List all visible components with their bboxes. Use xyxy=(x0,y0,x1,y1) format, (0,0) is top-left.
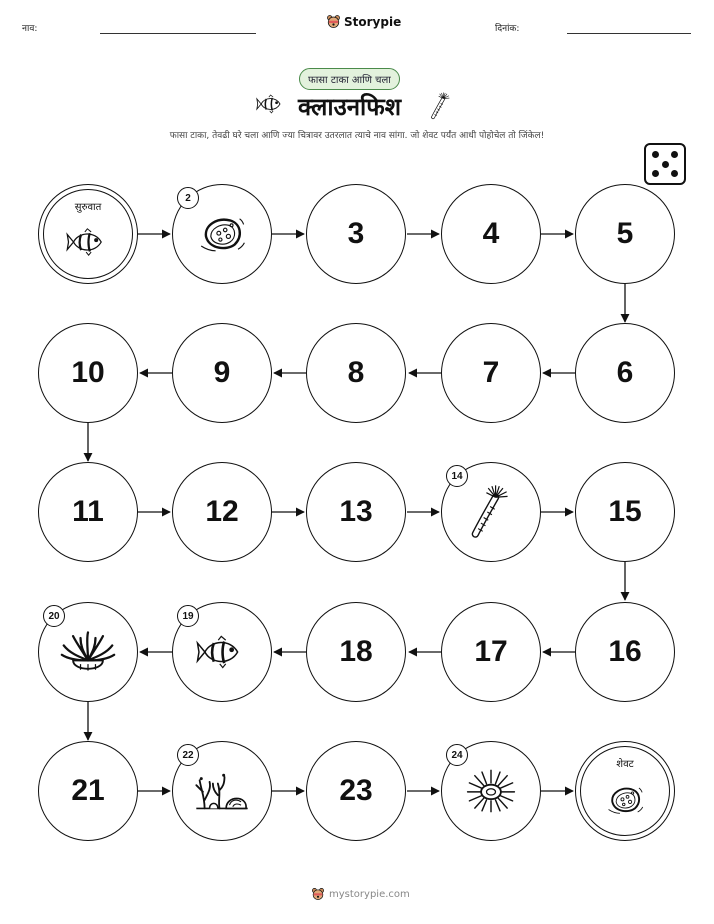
coral-icon xyxy=(193,770,251,812)
brand-name: Storypie xyxy=(344,14,402,29)
square-number-badge: 19 xyxy=(177,605,199,627)
board-square-10 xyxy=(38,323,138,423)
square-number: 5 xyxy=(616,217,634,250)
square-number: 4 xyxy=(482,217,500,250)
board-square-11 xyxy=(38,462,138,562)
square-number: 9 xyxy=(213,356,231,389)
bear-icon xyxy=(311,887,325,901)
square-number: 7 xyxy=(482,356,500,389)
square-number: 10 xyxy=(71,356,105,389)
board-square-5 xyxy=(575,184,675,284)
board-square-24 xyxy=(441,741,541,841)
square-number: 13 xyxy=(339,495,373,528)
board-square-4 xyxy=(441,184,541,284)
square-number: 15 xyxy=(608,495,642,528)
square-number: 18 xyxy=(339,635,373,668)
plankton-icon xyxy=(198,214,246,254)
tube-worm-icon xyxy=(468,484,514,540)
board-square-15 xyxy=(575,462,675,562)
board-square-14 xyxy=(441,462,541,562)
board-square-3 xyxy=(306,184,406,284)
board-square-19 xyxy=(172,602,272,702)
board-square-16 xyxy=(575,602,675,702)
name-label: नाव: xyxy=(22,24,38,34)
date-label: दिनांक: xyxy=(495,24,520,34)
page-title: क्लाउनफिश xyxy=(298,93,402,121)
square-number-badge: 24 xyxy=(446,744,468,766)
clownfish-icon xyxy=(196,635,248,669)
square-number-badge: 14 xyxy=(446,465,468,487)
plankton-icon xyxy=(606,784,644,816)
square-number: 3 xyxy=(347,217,365,250)
board-square-7 xyxy=(441,323,541,423)
board-square-22 xyxy=(172,741,272,841)
square-number: 21 xyxy=(71,774,105,807)
square-number-badge: 22 xyxy=(177,744,199,766)
footer xyxy=(311,887,410,901)
square-number: 12 xyxy=(205,495,239,528)
board-square-2 xyxy=(172,184,272,284)
square-number: 23 xyxy=(339,774,373,807)
board-square-12 xyxy=(172,462,272,562)
square-number: 11 xyxy=(72,495,104,528)
board-square-17 xyxy=(441,602,541,702)
square-number: 16 xyxy=(608,635,642,668)
board-square-18 xyxy=(306,602,406,702)
board-square-start xyxy=(38,184,138,284)
board-square-20 xyxy=(38,602,138,702)
board-square-23 xyxy=(306,741,406,841)
board-square-8 xyxy=(306,323,406,423)
board-square-21 xyxy=(38,741,138,841)
square-number-badge: 2 xyxy=(177,187,199,209)
square-number-badge: 20 xyxy=(43,605,65,627)
footer-site[interactable]: mystorypie.com xyxy=(329,888,410,900)
square-number: 6 xyxy=(616,356,634,389)
start-label: सुरुवात xyxy=(74,202,102,213)
board-square-9 xyxy=(172,323,272,423)
instructions: फासा टाका, तेवढी घरे चला आणि ज्या चित्रावर उतरलात त्याचे नाव सांगा. जो शेवट पर्यंत आधी पोहोचेल तो जिंकेल! xyxy=(169,131,545,141)
square-number: 17 xyxy=(474,635,508,668)
sea-anemone-icon xyxy=(60,628,116,676)
game-tag: फासा टाका आणि चला xyxy=(299,68,400,90)
square-number: 8 xyxy=(347,356,365,389)
clownfish-icon xyxy=(66,227,110,257)
board-square-end xyxy=(575,741,675,841)
board-square-13 xyxy=(306,462,406,562)
board-square-6 xyxy=(575,323,675,423)
sea-urchin-icon xyxy=(464,768,518,814)
end-label: शेवट xyxy=(616,759,634,770)
